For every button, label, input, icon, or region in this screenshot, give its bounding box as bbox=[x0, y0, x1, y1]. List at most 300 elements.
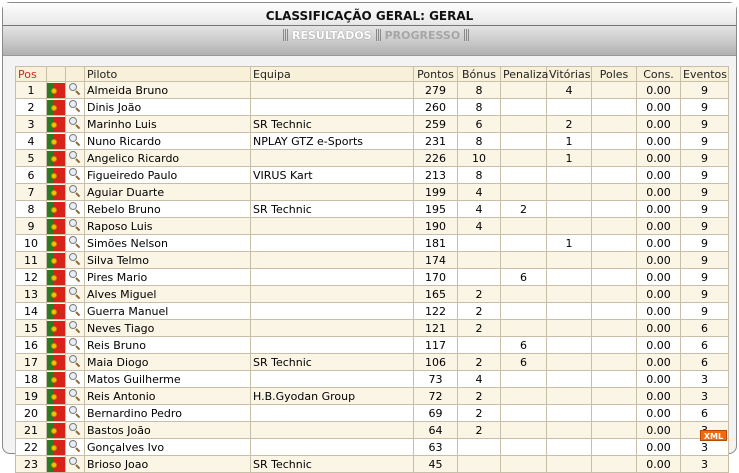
col-header-flag bbox=[47, 67, 66, 82]
cell-cons: 0.00 bbox=[637, 422, 681, 439]
portugal-flag-icon bbox=[47, 83, 65, 98]
cell-equipa bbox=[251, 82, 414, 99]
cell-flag bbox=[47, 82, 66, 99]
magnifier-icon[interactable] bbox=[69, 406, 81, 418]
cell-pos: 2 bbox=[16, 99, 47, 116]
cell-penalizacoes bbox=[501, 218, 547, 235]
cell-pos: 20 bbox=[16, 405, 47, 422]
cell-piloto: Guerra Manuel bbox=[85, 303, 251, 320]
cell-details[interactable] bbox=[66, 388, 85, 405]
col-header-poles[interactable]: Poles bbox=[592, 67, 637, 82]
cell-equipa bbox=[251, 439, 414, 456]
cell-flag bbox=[47, 218, 66, 235]
magnifier-icon[interactable] bbox=[69, 304, 81, 316]
cell-penalizacoes bbox=[501, 133, 547, 150]
cell-eventos: 9 bbox=[681, 303, 729, 320]
table-row bbox=[16, 371, 729, 388]
portugal-flag-icon bbox=[47, 202, 65, 217]
cell-piloto: Marinho Luis bbox=[85, 116, 251, 133]
cell-bonus: 8 bbox=[458, 99, 501, 116]
cell-details[interactable] bbox=[66, 286, 85, 303]
cell-equipa bbox=[251, 422, 414, 439]
portugal-flag-icon bbox=[47, 423, 65, 438]
cell-pontos: 69 bbox=[414, 405, 458, 422]
cell-pontos: 106 bbox=[414, 354, 458, 371]
magnifier-icon[interactable] bbox=[69, 321, 81, 333]
portugal-flag-icon bbox=[47, 372, 65, 387]
magnifier-icon[interactable] bbox=[69, 440, 81, 452]
cell-details[interactable] bbox=[66, 320, 85, 337]
cell-cons: 0.00 bbox=[637, 150, 681, 167]
cell-bonus: 2 bbox=[458, 320, 501, 337]
cell-piloto: Brioso Joao bbox=[85, 456, 251, 473]
cell-vitorias: 4 bbox=[547, 82, 592, 99]
table-row bbox=[16, 99, 729, 116]
table-row bbox=[16, 439, 729, 456]
cell-penalizacoes bbox=[501, 150, 547, 167]
cell-details[interactable] bbox=[66, 269, 85, 286]
cell-bonus: 2 bbox=[458, 405, 501, 422]
magnifier-icon[interactable] bbox=[69, 83, 81, 95]
col-header-bonus[interactable]: Bónus bbox=[458, 67, 501, 82]
magnifier-icon[interactable] bbox=[69, 270, 81, 282]
cell-details[interactable] bbox=[66, 354, 85, 371]
cell-pontos: 226 bbox=[414, 150, 458, 167]
cell-flag bbox=[47, 354, 66, 371]
table-row bbox=[16, 320, 729, 337]
cell-details[interactable] bbox=[66, 252, 85, 269]
cell-poles bbox=[592, 252, 637, 269]
magnifier-icon[interactable] bbox=[69, 253, 81, 265]
cell-bonus: 2 bbox=[458, 422, 501, 439]
cell-pos: 18 bbox=[16, 371, 47, 388]
cell-pos: 13 bbox=[16, 286, 47, 303]
cell-pos: 7 bbox=[16, 184, 47, 201]
cell-equipa bbox=[251, 337, 414, 354]
cell-pontos: 181 bbox=[414, 235, 458, 252]
cell-pontos: 199 bbox=[414, 184, 458, 201]
cell-pos: 12 bbox=[16, 269, 47, 286]
cell-bonus: 4 bbox=[458, 371, 501, 388]
cell-details[interactable] bbox=[66, 439, 85, 456]
magnifier-icon[interactable] bbox=[69, 457, 81, 469]
portugal-flag-icon bbox=[47, 236, 65, 251]
cell-vitorias bbox=[547, 167, 592, 184]
cell-piloto: Alves Miguel bbox=[85, 286, 251, 303]
cell-bonus: 8 bbox=[458, 82, 501, 99]
cell-penalizacoes bbox=[501, 82, 547, 99]
cell-vitorias bbox=[547, 252, 592, 269]
cell-piloto: Raposo Luis bbox=[85, 218, 251, 235]
cell-eventos: 9 bbox=[681, 99, 729, 116]
cell-pos: 8 bbox=[16, 201, 47, 218]
page-title: CLASSIFICAÇÃO GERAL: GERAL bbox=[265, 9, 474, 23]
portugal-flag-icon bbox=[47, 440, 65, 455]
cell-penalizacoes bbox=[501, 286, 547, 303]
cell-piloto: Matos Guilherme bbox=[85, 371, 251, 388]
cell-piloto: Rebelo Bruno bbox=[85, 201, 251, 218]
cell-details[interactable] bbox=[66, 405, 85, 422]
cell-details[interactable] bbox=[66, 456, 85, 473]
cell-eventos: 9 bbox=[681, 252, 729, 269]
cell-vitorias bbox=[547, 99, 592, 116]
cell-flag bbox=[47, 422, 66, 439]
cell-poles bbox=[592, 269, 637, 286]
cell-penalizacoes bbox=[501, 99, 547, 116]
cell-equipa: SR Technic bbox=[251, 201, 414, 218]
cell-penalizacoes bbox=[501, 167, 547, 184]
cell-penalizacoes bbox=[501, 456, 547, 473]
portugal-flag-icon bbox=[47, 287, 65, 302]
cell-vitorias bbox=[547, 388, 592, 405]
cell-piloto: Dinis João bbox=[85, 99, 251, 116]
cell-pontos: 72 bbox=[414, 388, 458, 405]
cell-pontos: 190 bbox=[414, 218, 458, 235]
cell-details[interactable] bbox=[66, 184, 85, 201]
cell-poles bbox=[592, 201, 637, 218]
cell-cons: 0.00 bbox=[637, 337, 681, 354]
cell-equipa bbox=[251, 286, 414, 303]
cell-equipa bbox=[251, 252, 414, 269]
cell-bonus: 2 bbox=[458, 286, 501, 303]
cell-vitorias bbox=[547, 337, 592, 354]
magnifier-icon[interactable] bbox=[69, 389, 81, 401]
magnifier-icon[interactable] bbox=[69, 338, 81, 350]
magnifier-icon[interactable] bbox=[69, 117, 81, 129]
portugal-flag-icon bbox=[47, 355, 65, 370]
cell-piloto: Bernardino Pedro bbox=[85, 405, 251, 422]
magnifier-icon[interactable] bbox=[69, 236, 81, 248]
cell-details[interactable] bbox=[66, 116, 85, 133]
cell-penalizacoes bbox=[501, 371, 547, 388]
cell-pos: 5 bbox=[16, 150, 47, 167]
cell-poles bbox=[592, 320, 637, 337]
cell-poles bbox=[592, 184, 637, 201]
cell-piloto: Almeida Bruno bbox=[85, 82, 251, 99]
cell-poles bbox=[592, 99, 637, 116]
cell-piloto: Angelico Ricardo bbox=[85, 150, 251, 167]
table-row bbox=[16, 456, 729, 473]
cell-details[interactable] bbox=[66, 99, 85, 116]
col-header-penalizacoes[interactable]: Penaliza bbox=[501, 67, 547, 82]
cell-poles bbox=[592, 116, 637, 133]
table-row bbox=[16, 422, 729, 439]
portugal-flag-icon bbox=[47, 134, 65, 149]
col-header-cons[interactable]: Cons. bbox=[637, 67, 681, 82]
cell-penalizacoes bbox=[501, 116, 547, 133]
cell-details[interactable] bbox=[66, 133, 85, 150]
magnifier-icon[interactable] bbox=[69, 185, 81, 197]
cell-details[interactable] bbox=[66, 422, 85, 439]
cell-pos: 1 bbox=[16, 82, 47, 99]
cell-flag bbox=[47, 99, 66, 116]
cell-pos: 11 bbox=[16, 252, 47, 269]
standings-window bbox=[2, 2, 737, 471]
magnifier-icon[interactable] bbox=[69, 355, 81, 367]
col-header-pos[interactable]: Pos bbox=[16, 67, 47, 82]
magnifier-icon[interactable] bbox=[69, 100, 81, 112]
cell-pos: 14 bbox=[16, 303, 47, 320]
magnifier-icon[interactable] bbox=[69, 134, 81, 146]
cell-cons: 0.00 bbox=[637, 286, 681, 303]
cell-equipa: SR Technic bbox=[251, 116, 414, 133]
cell-bonus bbox=[458, 235, 501, 252]
cell-penalizacoes: 6 bbox=[501, 354, 547, 371]
cell-flag bbox=[47, 456, 66, 473]
cell-cons: 0.00 bbox=[637, 371, 681, 388]
cell-pontos: 260 bbox=[414, 99, 458, 116]
portugal-flag-icon bbox=[47, 389, 65, 404]
cell-flag bbox=[47, 439, 66, 456]
cell-pos: 21 bbox=[16, 422, 47, 439]
cell-eventos: 9 bbox=[681, 82, 729, 99]
title-divider bbox=[3, 25, 736, 26]
cell-pontos: 231 bbox=[414, 133, 458, 150]
magnifier-icon[interactable] bbox=[69, 423, 81, 435]
title-bar bbox=[3, 3, 736, 56]
cell-cons: 0.00 bbox=[637, 133, 681, 150]
table-row bbox=[16, 235, 729, 252]
cell-flag bbox=[47, 388, 66, 405]
portugal-flag-icon bbox=[47, 219, 65, 234]
tab-resultados[interactable]: RESULTADOS bbox=[292, 28, 372, 42]
cell-cons: 0.00 bbox=[637, 201, 681, 218]
tab-separator bbox=[283, 29, 288, 41]
cell-pos: 19 bbox=[16, 388, 47, 405]
cell-flag bbox=[47, 201, 66, 218]
table-row bbox=[16, 252, 729, 269]
cell-vitorias bbox=[547, 320, 592, 337]
cell-vitorias bbox=[547, 439, 592, 456]
cell-eventos: 9 bbox=[681, 235, 729, 252]
cell-pontos: 170 bbox=[414, 269, 458, 286]
cell-flag bbox=[47, 337, 66, 354]
cell-poles bbox=[592, 303, 637, 320]
cell-vitorias bbox=[547, 405, 592, 422]
cell-details[interactable] bbox=[66, 235, 85, 252]
cell-penalizacoes bbox=[501, 303, 547, 320]
cell-eventos: 9 bbox=[681, 133, 729, 150]
table-row bbox=[16, 82, 729, 99]
cell-pontos: 279 bbox=[414, 82, 458, 99]
col-header-eventos[interactable]: Eventos bbox=[681, 67, 729, 82]
cell-poles bbox=[592, 405, 637, 422]
cell-eventos: 6 bbox=[681, 354, 729, 371]
cell-penalizacoes bbox=[501, 405, 547, 422]
magnifier-icon[interactable] bbox=[69, 287, 81, 299]
cell-pos: 22 bbox=[16, 439, 47, 456]
xml-export-button[interactable]: XML bbox=[700, 430, 727, 441]
cell-penalizacoes bbox=[501, 235, 547, 252]
portugal-flag-icon bbox=[47, 253, 65, 268]
cell-poles bbox=[592, 150, 637, 167]
cell-flag bbox=[47, 303, 66, 320]
cell-details[interactable] bbox=[66, 303, 85, 320]
cell-equipa bbox=[251, 405, 414, 422]
table-row bbox=[16, 201, 729, 218]
cell-equipa: VIRUS Kart bbox=[251, 167, 414, 184]
cell-vitorias: 1 bbox=[547, 133, 592, 150]
cell-pontos: 195 bbox=[414, 201, 458, 218]
cell-pontos: 174 bbox=[414, 252, 458, 269]
cell-equipa: NPLAY GTZ e-Sports bbox=[251, 133, 414, 150]
cell-bonus: 2 bbox=[458, 388, 501, 405]
cell-details[interactable] bbox=[66, 371, 85, 388]
table-row bbox=[16, 388, 729, 405]
cell-equipa bbox=[251, 218, 414, 235]
portugal-flag-icon bbox=[47, 406, 65, 421]
cell-equipa bbox=[251, 320, 414, 337]
cell-details[interactable] bbox=[66, 337, 85, 354]
cell-eventos: 6 bbox=[681, 320, 729, 337]
cell-piloto: Aguiar Duarte bbox=[85, 184, 251, 201]
cell-cons: 0.00 bbox=[637, 269, 681, 286]
cell-pos: 16 bbox=[16, 337, 47, 354]
cell-bonus: 4 bbox=[458, 201, 501, 218]
cell-eventos: 6 bbox=[681, 405, 729, 422]
cell-details[interactable] bbox=[66, 150, 85, 167]
cell-cons: 0.00 bbox=[637, 184, 681, 201]
cell-pontos: 121 bbox=[414, 320, 458, 337]
cell-vitorias bbox=[547, 286, 592, 303]
portugal-flag-icon bbox=[47, 457, 65, 472]
cell-flag bbox=[47, 371, 66, 388]
cell-details[interactable] bbox=[66, 218, 85, 235]
col-header-equipa[interactable]: Equipa bbox=[251, 67, 414, 82]
cell-bonus bbox=[458, 252, 501, 269]
cell-equipa bbox=[251, 150, 414, 167]
cell-vitorias: 2 bbox=[547, 116, 592, 133]
magnifier-icon[interactable] bbox=[69, 202, 81, 214]
cell-bonus: 2 bbox=[458, 303, 501, 320]
col-header-vitorias[interactable]: Vitórias bbox=[547, 67, 592, 82]
cell-vitorias bbox=[547, 184, 592, 201]
cell-piloto: Silva Telmo bbox=[85, 252, 251, 269]
cell-penalizacoes: 6 bbox=[501, 269, 547, 286]
cell-eventos: 9 bbox=[681, 167, 729, 184]
cell-eventos: 9 bbox=[681, 184, 729, 201]
cell-poles bbox=[592, 218, 637, 235]
cell-equipa: SR Technic bbox=[251, 354, 414, 371]
cell-eventos: 9 bbox=[681, 150, 729, 167]
cell-poles bbox=[592, 354, 637, 371]
cell-eventos: 9 bbox=[681, 201, 729, 218]
cell-bonus bbox=[458, 337, 501, 354]
cell-piloto: Neves Tiago bbox=[85, 320, 251, 337]
cell-pos: 23 bbox=[16, 456, 47, 473]
view-tabs bbox=[281, 27, 471, 43]
col-header-piloto[interactable]: Piloto bbox=[85, 67, 251, 82]
cell-flag bbox=[47, 167, 66, 184]
cell-details[interactable] bbox=[66, 201, 85, 218]
table-row bbox=[16, 133, 729, 150]
table-row bbox=[16, 405, 729, 422]
cell-eventos: 3 bbox=[681, 388, 729, 405]
cell-equipa bbox=[251, 269, 414, 286]
table-row bbox=[16, 167, 729, 184]
cell-bonus bbox=[458, 456, 501, 473]
cell-flag bbox=[47, 320, 66, 337]
tab-separator bbox=[376, 29, 381, 41]
cell-eventos: 9 bbox=[681, 269, 729, 286]
table-row bbox=[16, 303, 729, 320]
cell-bonus: 10 bbox=[458, 150, 501, 167]
cell-pos: 4 bbox=[16, 133, 47, 150]
cell-cons: 0.00 bbox=[637, 82, 681, 99]
cell-eventos: 9 bbox=[681, 286, 729, 303]
magnifier-icon[interactable] bbox=[69, 168, 81, 180]
cell-details[interactable] bbox=[66, 167, 85, 184]
cell-poles bbox=[592, 388, 637, 405]
cell-cons: 0.00 bbox=[637, 405, 681, 422]
cell-pontos: 213 bbox=[414, 167, 458, 184]
cell-details[interactable] bbox=[66, 82, 85, 99]
tab-progresso[interactable]: PROGRESSO bbox=[384, 28, 461, 42]
cell-cons: 0.00 bbox=[637, 218, 681, 235]
results-content bbox=[15, 66, 728, 473]
portugal-flag-icon bbox=[47, 100, 65, 115]
table-row bbox=[16, 354, 729, 371]
cell-poles bbox=[592, 439, 637, 456]
cell-pos: 10 bbox=[16, 235, 47, 252]
cell-bonus: 4 bbox=[458, 218, 501, 235]
cell-piloto: Bastos João bbox=[85, 422, 251, 439]
cell-pos: 15 bbox=[16, 320, 47, 337]
cell-pontos: 64 bbox=[414, 422, 458, 439]
cell-vitorias bbox=[547, 371, 592, 388]
cell-eventos: 9 bbox=[681, 218, 729, 235]
cell-piloto: Figueiredo Paulo bbox=[85, 167, 251, 184]
cell-bonus: 4 bbox=[458, 184, 501, 201]
magnifier-icon[interactable] bbox=[69, 372, 81, 384]
cell-pontos: 45 bbox=[414, 456, 458, 473]
cell-poles bbox=[592, 286, 637, 303]
cell-piloto: Maia Diogo bbox=[85, 354, 251, 371]
cell-equipa bbox=[251, 235, 414, 252]
cell-bonus: 8 bbox=[458, 133, 501, 150]
cell-equipa bbox=[251, 184, 414, 201]
portugal-flag-icon bbox=[47, 270, 65, 285]
cell-cons: 0.00 bbox=[637, 320, 681, 337]
cell-cons: 0.00 bbox=[637, 235, 681, 252]
cell-pontos: 73 bbox=[414, 371, 458, 388]
magnifier-icon[interactable] bbox=[69, 151, 81, 163]
cell-equipa bbox=[251, 303, 414, 320]
cell-flag bbox=[47, 269, 66, 286]
cell-poles bbox=[592, 337, 637, 354]
standings-table bbox=[15, 66, 729, 473]
cell-eventos: 3 bbox=[681, 439, 729, 456]
magnifier-icon[interactable] bbox=[69, 219, 81, 231]
cell-poles bbox=[592, 82, 637, 99]
cell-vitorias bbox=[547, 422, 592, 439]
cell-cons: 0.00 bbox=[637, 354, 681, 371]
cell-poles bbox=[592, 167, 637, 184]
cell-flag bbox=[47, 252, 66, 269]
cell-vitorias bbox=[547, 303, 592, 320]
cell-pos: 17 bbox=[16, 354, 47, 371]
cell-equipa: H.B.Gyodan Group bbox=[251, 388, 414, 405]
col-header-pontos[interactable]: Pontos bbox=[414, 67, 458, 82]
portugal-flag-icon bbox=[47, 185, 65, 200]
cell-flag bbox=[47, 405, 66, 422]
col-header-details bbox=[66, 67, 85, 82]
cell-flag bbox=[47, 133, 66, 150]
cell-cons: 0.00 bbox=[637, 167, 681, 184]
cell-penalizacoes: 6 bbox=[501, 337, 547, 354]
cell-flag bbox=[47, 286, 66, 303]
cell-vitorias bbox=[547, 269, 592, 286]
